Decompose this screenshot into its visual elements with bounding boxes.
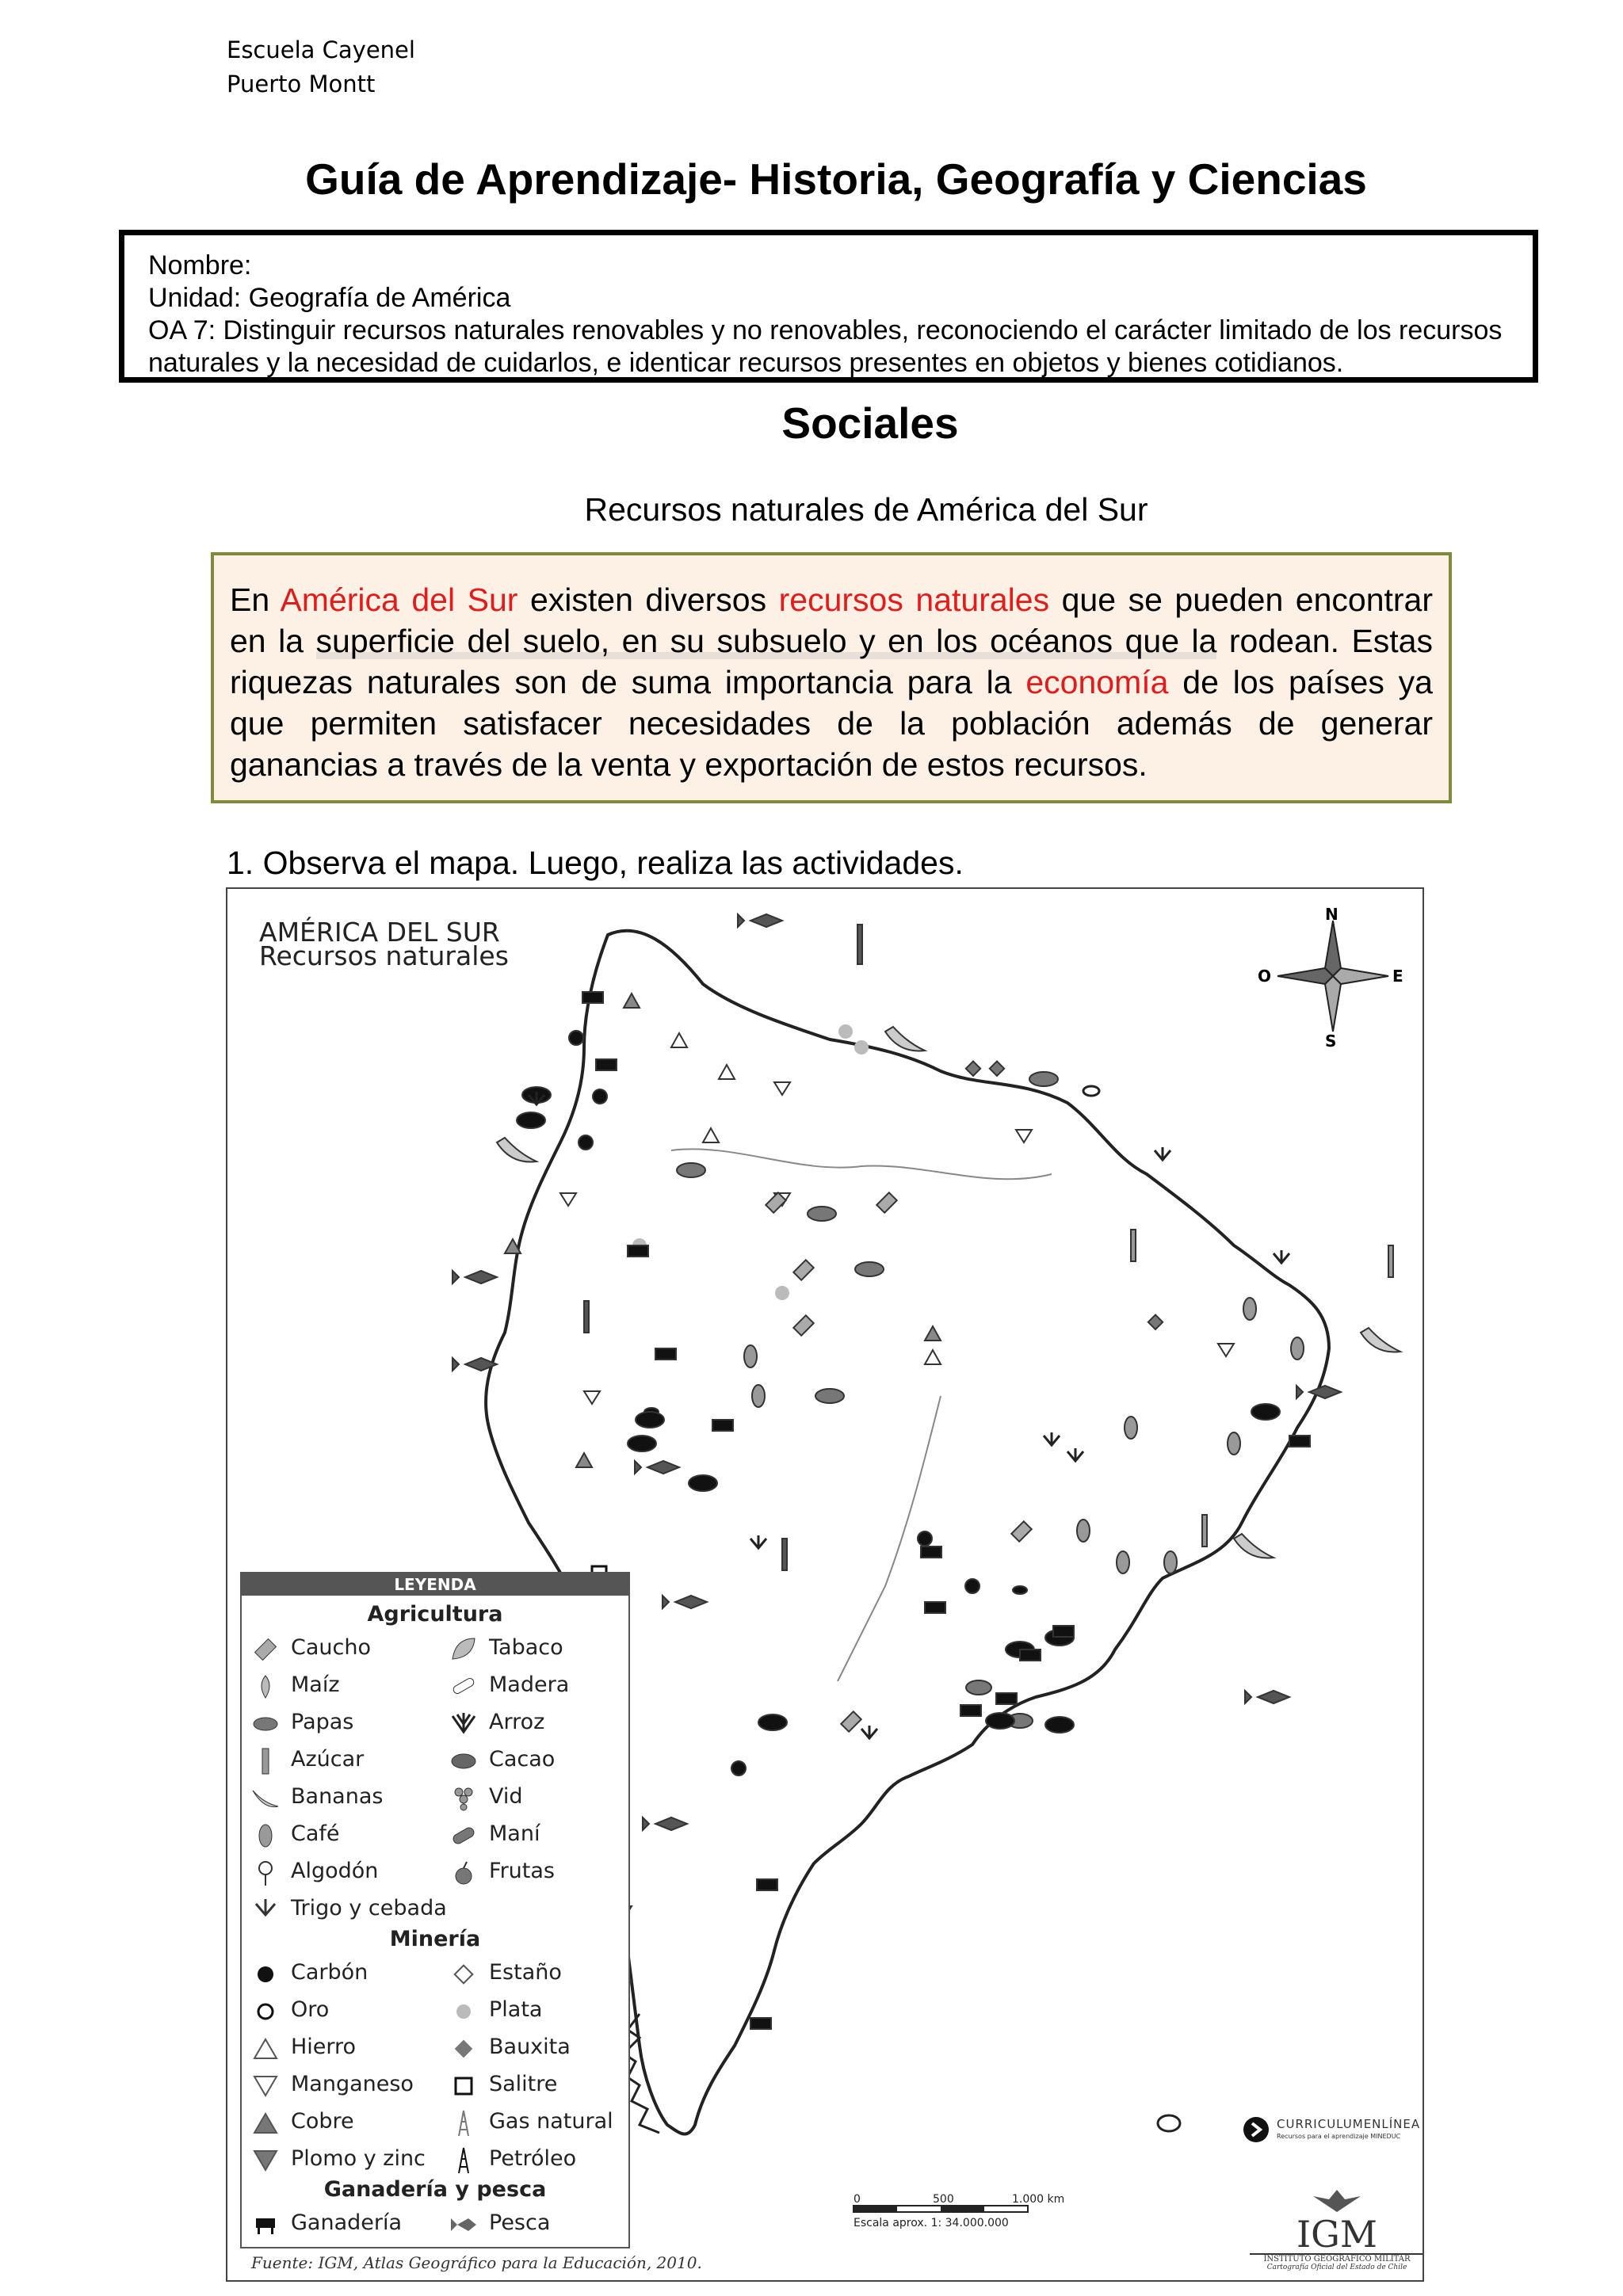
map-source: Fuente: IGM, Atlas Geográfico para la Educación, 2010. <box>251 2253 702 2272</box>
gold-icon <box>251 1997 280 2026</box>
scale-ratio: Escala aprox. 1: 34.000.000 <box>854 2217 1009 2229</box>
tin-icon <box>449 1960 478 1989</box>
legend-mani: Maní <box>489 1821 540 1846</box>
legend-tabaco: Tabaco <box>489 1635 563 1660</box>
copper-icon <box>251 2109 280 2138</box>
school-name: Escuela Cayenel <box>227 36 415 63</box>
igm-name: IGM <box>1296 2213 1378 2256</box>
bauxite-icon <box>449 2035 478 2063</box>
igm-sub1: INSTITUTO GEOGRÁFICO MILITAR <box>1250 2253 1424 2264</box>
peanut-icon <box>449 1821 478 1850</box>
intro-highlight-economia: economía <box>1025 664 1169 700</box>
legend-plomo: Plomo y zinc <box>291 2146 426 2171</box>
island-falklands <box>1158 2115 1180 2131</box>
legend-maiz: Maíz <box>291 1672 340 1697</box>
manganese-icon <box>251 2072 280 2100</box>
map-title <box>259 917 509 971</box>
scale-zero: 0 <box>854 2193 861 2206</box>
compass-rose <box>1277 921 1388 1032</box>
legend-frutas: Frutas <box>489 1859 555 1883</box>
subject-heading: Sociales <box>781 399 959 448</box>
legend-mining-title: Minería <box>389 1927 481 1951</box>
legend-header: LEYENDA <box>242 1573 628 1596</box>
map-legend <box>240 1572 630 2248</box>
legend-petroleo: Petróleo <box>489 2146 577 2171</box>
igm-logo <box>1250 2188 1424 2271</box>
cattle-icon <box>251 2210 280 2239</box>
compass-o: O <box>1258 967 1272 986</box>
compass-e: E <box>1392 967 1403 986</box>
igm-sub2: Cartografía Oficial del Estado de Chile <box>1266 2264 1407 2271</box>
legend-plata: Plata <box>489 1997 543 2022</box>
legend-algodon: Algodón <box>291 1859 379 1883</box>
curriculum-sub: Recursos para el aprendizaje MINEDUC <box>1277 2133 1401 2140</box>
legend-agriculture-title: Agricultura <box>367 1602 503 1627</box>
activity-instruction: 1. Observa el mapa. Luego, realiza las actividades. <box>227 845 964 881</box>
intro-text-2: existen diversos <box>517 582 779 618</box>
legend-pesca: Pesca <box>489 2210 551 2235</box>
legend-manganeso: Manganeso <box>291 2072 414 2096</box>
grape-icon <box>449 1784 478 1813</box>
legend-carbon: Carbón <box>291 1960 369 1985</box>
legend-madera: Madera <box>489 1672 570 1697</box>
legend-caucho: Caucho <box>291 1635 371 1660</box>
school-city: Puerto Montt <box>227 71 376 97</box>
coal-icon <box>251 1960 280 1989</box>
legend-azucar: Azúcar <box>291 1747 365 1772</box>
scale-mid: 500 <box>933 2193 954 2206</box>
legend-cafe: Café <box>291 1821 340 1846</box>
wood-icon <box>449 1672 478 1701</box>
lead-zinc-icon <box>251 2146 280 2175</box>
legend-papas: Papas <box>291 1710 354 1734</box>
fish-icon <box>449 2210 478 2239</box>
objective-line-1: OA 7: Distinguir recursos naturales renovables y no renovables, reconociendo el carácter limitado de los recursos <box>148 315 1503 345</box>
banana-icon <box>251 1784 280 1813</box>
corn-icon <box>251 1672 280 1701</box>
sugar-cane-icon <box>251 1747 280 1775</box>
wheat-icon <box>251 1896 280 1924</box>
intro-highlight-america: América del Sur <box>280 582 518 618</box>
legend-vid: Vid <box>489 1784 523 1809</box>
objective-line-2: naturales y la necesidad de cuidarlos, e identicar recursos presentes en objetos y bienes cotidianos. <box>148 348 1344 378</box>
oil-icon <box>449 2146 478 2175</box>
saltpeter-icon <box>449 2072 478 2100</box>
name-label: Nombre: <box>148 250 252 280</box>
fruit-icon <box>449 1859 478 1887</box>
legend-oro: Oro <box>291 1997 330 2022</box>
scale-max: 1.000 km <box>1012 2193 1065 2206</box>
curriculum-name: CURRICULUMENLÍNEA <box>1277 2117 1421 2131</box>
intro-text-1: En <box>230 582 281 618</box>
resources-map <box>226 887 1424 2282</box>
rice-icon <box>449 1710 478 1738</box>
cotton-icon <box>251 1859 280 1887</box>
potato-icon <box>251 1710 280 1738</box>
legend-hierro: Hierro <box>291 2035 357 2059</box>
map-title-line-1: AMÉRICA DEL SUR <box>259 917 500 948</box>
intro-paragraph <box>211 552 1452 803</box>
legend-trigo: Trigo y cebada <box>291 1896 447 1920</box>
curriculum-arrow-icon <box>1242 2115 1270 2144</box>
eagle-icon <box>1305 2188 1369 2215</box>
page-title: Guía de Aprendizaje- Historia, Geografía y Ciencias <box>305 154 1367 204</box>
legend-livestock-title: Ganadería y pesca <box>323 2177 547 2202</box>
school-header <box>227 33 415 101</box>
legend-estano: Estaño <box>489 1960 562 1985</box>
scale-bar <box>854 2206 1028 2212</box>
tobacco-icon <box>449 1635 478 1664</box>
unit-label: Unidad: Geografía de América <box>148 283 511 313</box>
iron-icon <box>251 2035 280 2063</box>
intro-text-5: de los países ya que permiten satisfacer necesidades de la población además de generar ganancias a través de la venta y exportación de estos recursos. <box>230 664 1433 783</box>
legend-gas: Gas natural <box>489 2109 613 2134</box>
compass-s: S <box>1325 1032 1337 1051</box>
legend-arroz: Arroz <box>489 1710 545 1734</box>
section-subtitle: Recursos naturales de América del Sur <box>584 491 1148 528</box>
legend-bananas: Bananas <box>291 1784 384 1809</box>
intro-text-3: que se pueden encontrar en la <box>230 582 1433 659</box>
intro-highlight-recursos: recursos naturales <box>778 582 1050 618</box>
intro-underlined: superficie del suelo, en su subsuelo y en los océanos que la <box>315 623 1217 659</box>
legend-ganaderia: Ganadería <box>291 2210 403 2235</box>
legend-cacao: Cacao <box>489 1747 556 1772</box>
island-trinidad <box>1083 1086 1099 1096</box>
intro-text-4: rodean. Estas riquezas naturales son de suma importancia para la <box>230 623 1433 700</box>
student-info-box <box>119 230 1538 383</box>
legend-salitre: Salitre <box>489 2072 558 2096</box>
silver-icon <box>449 1997 478 2026</box>
natural-gas-icon <box>449 2109 478 2138</box>
rubber-icon <box>251 1635 280 1664</box>
compass-n: N <box>1325 905 1338 924</box>
coffee-icon <box>251 1821 280 1850</box>
legend-cobre: Cobre <box>291 2109 354 2134</box>
map-title-line-2: Recursos naturales <box>259 940 509 971</box>
cacao-icon <box>449 1747 478 1775</box>
legend-bauxita: Bauxita <box>489 2035 571 2059</box>
